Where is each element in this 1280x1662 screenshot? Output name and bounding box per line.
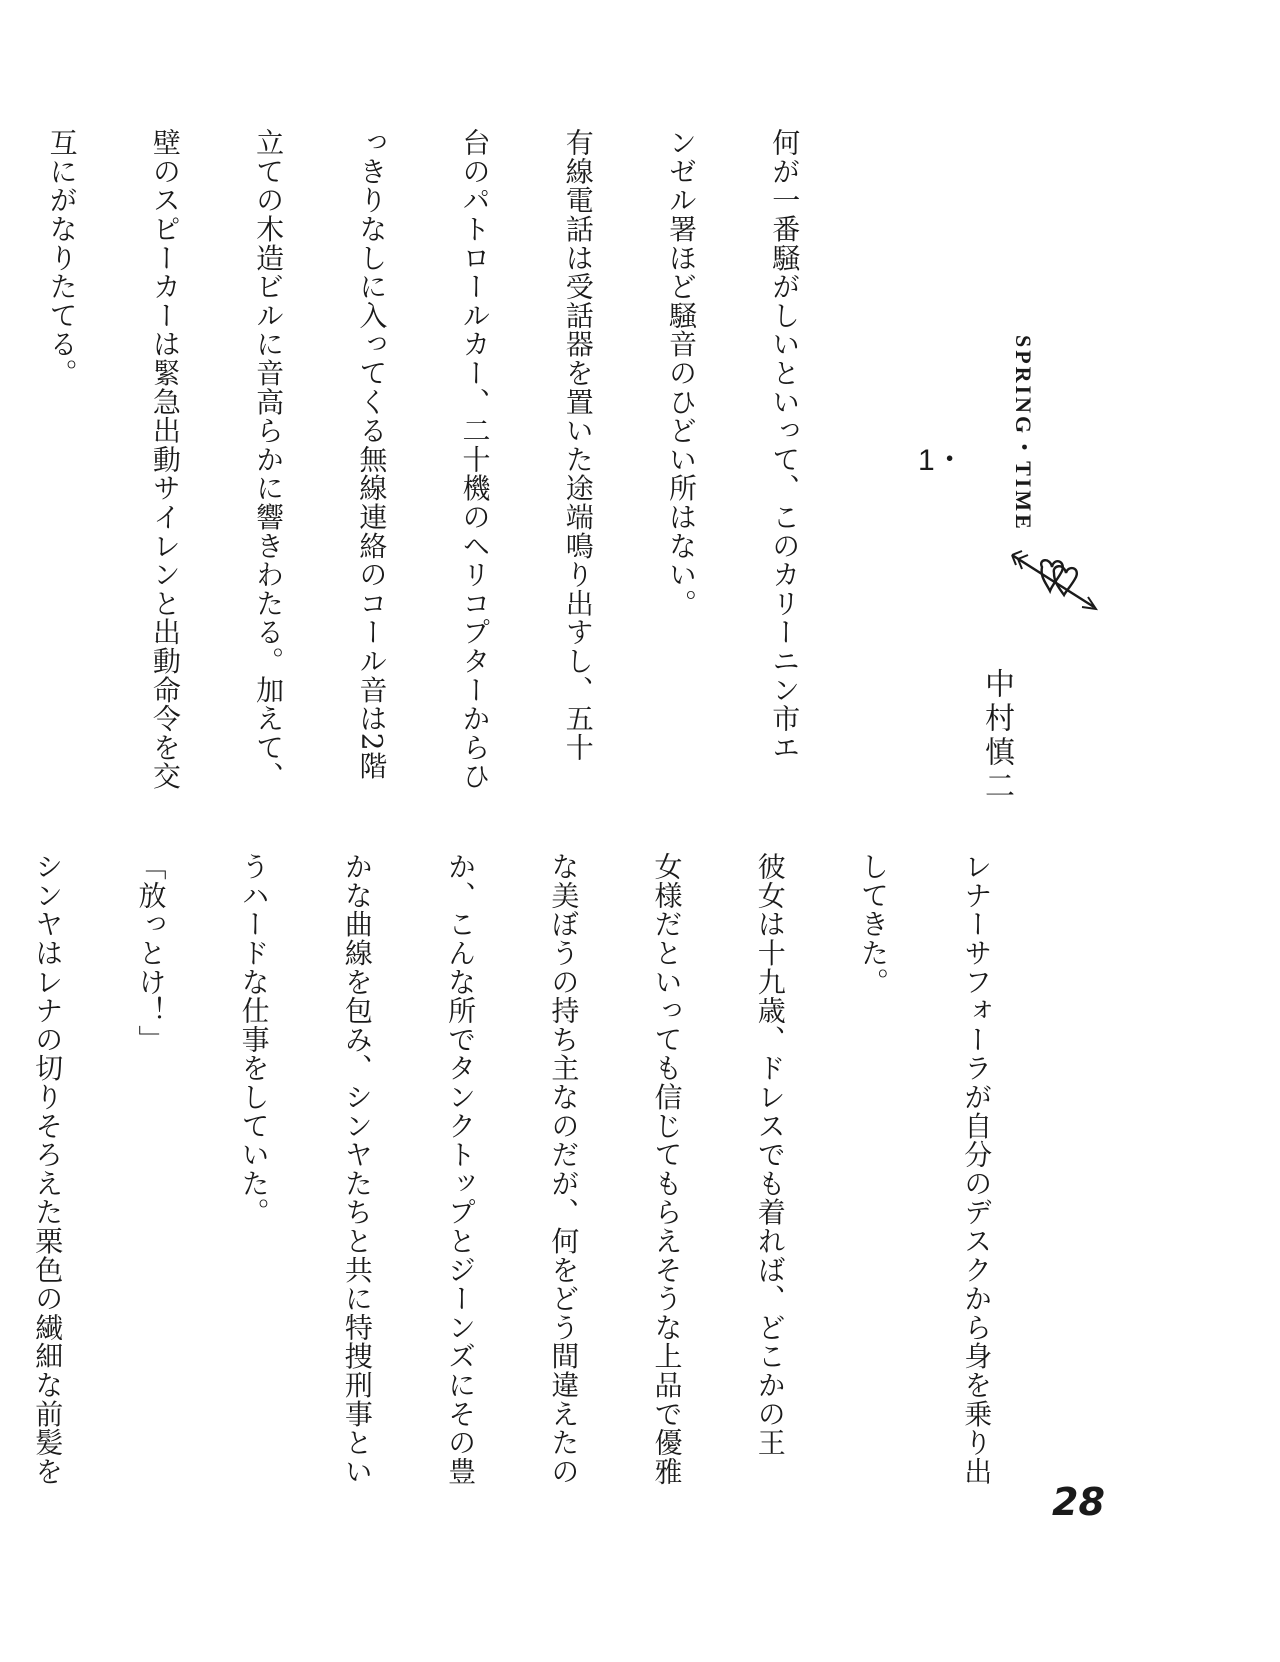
story-title: SPRING・TIME — [1011, 335, 1036, 532]
text-line: か、こんな所でタンクトップとジーンズにその豊 — [444, 852, 478, 1486]
text-line: 「放っとけ！」 — [134, 852, 168, 1054]
text-line: 立ての木造ビルに音高らかに響きわたる。加えて、 — [252, 128, 286, 791]
episode-number: 1・ — [918, 444, 965, 477]
author-name: 中村慎二 — [979, 668, 1014, 804]
text-block-bottom — [0, 852, 1062, 1486]
text-line: してきた。 — [856, 852, 890, 996]
text-line: ンゼル署ほど騒音のひどい所はない。 — [664, 128, 698, 618]
text-line: 有線電話は受話器を置いた途端鳴り出すし、五十 — [561, 128, 595, 762]
text-line: シンヤはレナの切りそろえた栗色の繊細な前髪を — [31, 852, 65, 1486]
text-line: な美ぼうの持ち主なのだが、何をどう間違えたの — [547, 852, 581, 1486]
text-line: 壁のスピーカーは緊急出動サイレンと出動命令を交 — [148, 128, 182, 791]
text-line: 台のパトロールカー、二十機のヘリコプターからひ — [458, 128, 492, 791]
text-line: 女様だといっても信じてもらえそうな上品で優雅 — [650, 852, 684, 1486]
text-line: 彼女は十九歳、ドレスでも着れば、どこかの王 — [753, 852, 787, 1457]
text-line: 互にがなりたてる。 — [45, 128, 79, 388]
page-number: 28 — [1052, 1480, 1105, 1524]
text-line: うハードな仕事をしていた。 — [237, 852, 271, 1227]
text-line: っきりなしに入ってくる無線連絡のコール音は2階 — [355, 128, 389, 781]
heart-arrow-icon — [1008, 545, 1098, 615]
text-line: 何が一番騒がしいといって、このカリーニン市エ — [768, 128, 802, 762]
text-line: レナーサフォーラが自分のデスクから身を乗り出 — [960, 852, 994, 1486]
text-line: かな曲線を包み、シンヤたちと共に特捜刑事とい — [340, 852, 374, 1486]
text-block-top — [0, 128, 870, 791]
